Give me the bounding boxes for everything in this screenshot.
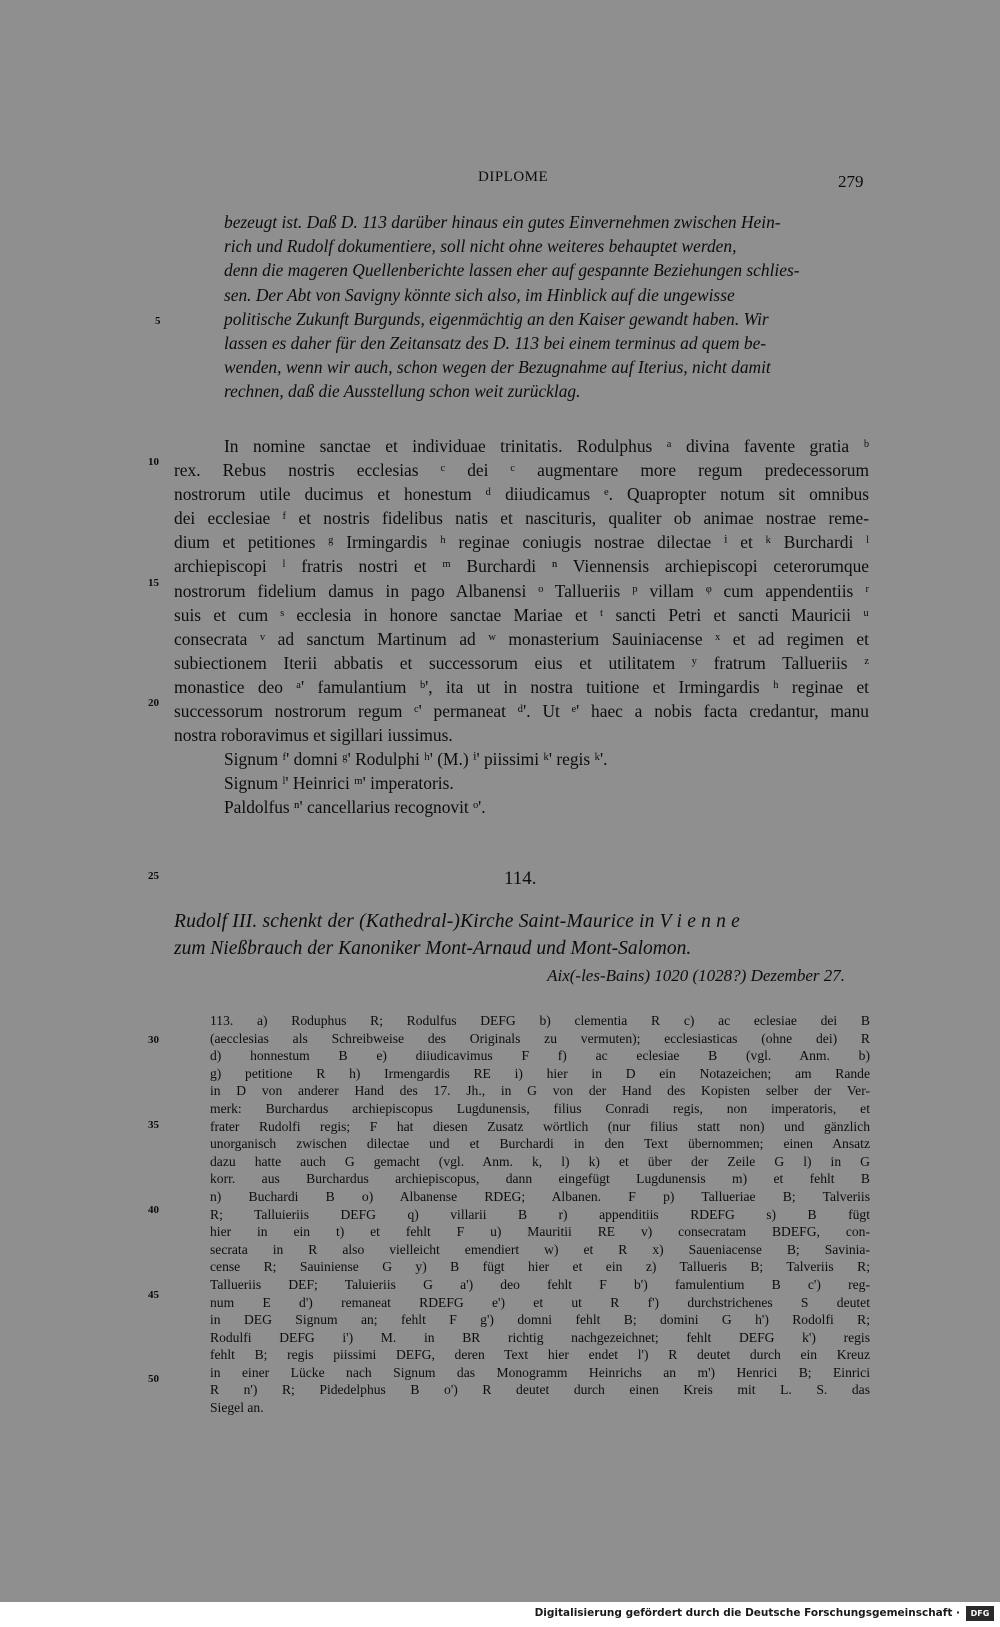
apparatus-line: n) Buchardi B o) Albanense RDEG; Albanen. F p) Tallueriae B; Talveriis	[210, 1188, 870, 1204]
regest-line: Rudolf III. schenkt der (Kathedral-)Kirche Saint-Maurice in V i e n n e	[174, 911, 741, 932]
regest-date: Aix(-les-Bains) 1020 (1028?) Dezember 27.	[547, 966, 845, 985]
line-number: 5	[155, 315, 161, 327]
apparatus-line: fehlt B; regis piissimi DEFG, deren Text hier endet l') R deutet durch ein Kreuz	[210, 1347, 870, 1363]
line-number: 35	[148, 1119, 159, 1131]
apparatus-line: g) petitione R h) Irmengardis RE i) hier in D ein Notazeichen; am Rande	[210, 1065, 870, 1081]
dfg-logo: DFG	[966, 1606, 994, 1621]
funding-notice: Digitalisierung gefördert durch die Deutsche Forschungsgemeinschaft ·	[534, 1607, 960, 1619]
line-number: 15	[148, 577, 159, 589]
charter-line: dium et petitiones ᵍ Irmingardis ʰ reginae coniugis nostrae dilectae ⁱ et ᵏ Burchardi ˡ	[174, 532, 869, 553]
charter-line: dei ecclesiae ᶠ et nostris fidelibus natis et nascituris, qualiter ob animae nostrae reme-	[174, 508, 869, 529]
commentary-line: sen. Der Abt von Savigny könnte sich also, im Hinblick auf die ungewisse	[224, 284, 735, 305]
charter-line: monastice deo ᵃ' famulantium ᵇ', ita ut in nostra tuitione et Irmingardis ʰ reginae et	[174, 676, 869, 697]
line-number: 10	[148, 456, 159, 468]
apparatus-line: in einer Lücke nach Signum das Monogramm Heinrichs an m') Henrici B; Einrici	[210, 1364, 870, 1380]
apparatus-line: num E d') remaneat RDEFG e') et ut R f') durchstrichenes S deutet	[210, 1294, 870, 1310]
apparatus-line: R; Talluieriis DEFG q) villarii B r) appenditiis RDEFG s) B fügt	[210, 1206, 870, 1222]
apparatus-line: in D von anderer Hand des 17. Jh., in G von der Hand des Kopisten selber der Ver-	[210, 1083, 870, 1099]
apparatus-line: korr. aus Burchardus archiepiscopus, dann eingefügt Lugdunensis m) et fehlt B	[210, 1171, 870, 1187]
line-number: 30	[148, 1034, 159, 1046]
charter-line: successorum nostrorum regum ᶜ' permaneat ᵈ'. Ut ᵉ' haec a nobis facta credantur, manu	[174, 701, 869, 722]
commentary-line: politische Zukunft Burgunds, eigenmächtig an den Kaiser gewandt haben. Wir	[224, 308, 769, 329]
footer-bar	[0, 1602, 1000, 1627]
line-number: 40	[148, 1204, 159, 1216]
apparatus-line: merk: Burchardus archiepiscopus Lugdunensis, filius Conradi regis, non imperatoris, et	[210, 1100, 870, 1116]
commentary-paragraph	[224, 210, 870, 404]
line-number: 20	[148, 697, 159, 709]
commentary-line: rich und Rudolf dokumentiere, soll nicht ohne weiteres behauptet werden,	[224, 236, 737, 257]
apparatus-line: Siegel an.	[210, 1400, 264, 1416]
commentary-line: lassen es daher für den Zeitansatz des D. 113 bei einem terminus ad quem be-	[224, 333, 767, 354]
commentary-line: rechnen, daß die Ausstellung schon weit zurücklag.	[224, 381, 581, 402]
commentary-line: bezeugt ist. Daß D. 113 darüber hinaus ein gutes Einvernehmen zwischen Hein-	[224, 212, 781, 232]
apparatus-line: frater Rudolfi regis; F hat diesen Zusatz wörtlich (nur filius statt non) und gänzlich	[210, 1118, 870, 1134]
line-number: 25	[148, 870, 159, 882]
line-number: 45	[148, 1289, 159, 1301]
apparatus-line: d) honnestum B e) diiudicavimus F f) ac eclesiae B (vgl. Anm. b)	[210, 1048, 870, 1064]
apparatus-line: 113. a) Roduphus R; Rodulfus DEFG b) clementia R c) ac eclesiae dei B	[210, 1013, 870, 1028]
running-head: DIPLOME	[478, 169, 549, 185]
recognition-line: Paldolfus ⁿ' cancellarius recognovit ᵒ'.	[224, 797, 486, 818]
apparatus-line: in DEG Signum an; fehlt F g') domni fehlt B; domini G h') Rodolfi R;	[210, 1312, 870, 1328]
charter-line: subiectionem Iterii abbatis et successorum eius et utilitatem ʸ fratrum Tallueriis ᶻ	[174, 652, 869, 673]
critical-apparatus	[210, 1012, 870, 1417]
apparatus-line: (aecclesias als Schreibweise des Originals zu vermuten); ecclesiasticas (ohne dei) R	[210, 1030, 870, 1046]
page-number: 279	[838, 172, 864, 191]
apparatus-line: R n') R; Pidedelphus B o') R deutet durch einen Kreis mit L. S. das	[210, 1382, 870, 1398]
apparatus-line: Rodulfi DEFG i') M. in BR richtig nachgezeichnet; fehlt DEFG k') regis	[210, 1329, 870, 1345]
charter-line: nostrorum fidelium damus in pago Albanensi ᵒ Tallueriis ᵖ villam ᵠ cum appendentiis ʳ	[174, 580, 869, 601]
charter-line: suis et cum ˢ ecclesia in honore sanctae Mariae et ᵗ sancti Petri et sancti Mauricii ᵘ	[174, 604, 869, 625]
apparatus-line: secrata in R also vielleicht emendiert w) et R x) Saueniacense B; Savinia-	[210, 1241, 870, 1257]
apparatus-line: hier in ein t) et fehlt F u) Mauritii RE v) consecratam BDEFG, con-	[210, 1224, 870, 1240]
apparatus-line: cense R; Sauiniense G y) B fügt hier et ein z) Tallueris B; Talveriis R;	[210, 1259, 870, 1275]
line-number: 50	[148, 1373, 159, 1385]
regest-heading	[174, 908, 870, 989]
apparatus-line: Tallueriis DEF; Taluieriis G a') deo fehlt F b') famulentium B c') reg-	[210, 1276, 870, 1292]
signum-line: Signum ᶠ' domni ᵍ' Rodulphi ʰ' (M.) ⁱ' piissimi ᵏ' regis ᵏ'.	[224, 749, 608, 770]
charter-line: nostrorum utile ducimus et honestum ᵈ diiudicamus ᵉ. Quapropter notum sit omnibus	[174, 484, 869, 505]
charter-line: rex. Rebus nostris ecclesias ᶜ dei ᶜ augmentare more regum predecessorum	[174, 460, 869, 481]
commentary-line: wenden, wenn wir auch, schon wegen der Bezugnahme auf Iterius, nicht damit	[224, 357, 771, 378]
apparatus-line: dazu hatte auch G gemacht (vgl. Anm. k, l) k) et über der Zeile G l) in G	[210, 1153, 870, 1169]
charter-text	[174, 434, 869, 820]
commentary-line: denn die mageren Quellenberichte lassen eher auf gespannte Beziehungen schlies-	[224, 260, 800, 281]
charter-line: In nomine sanctae et individuae trinitatis. Rodulphus ᵃ divina favente gratia ᵇ	[224, 436, 869, 456]
document-number: 114.	[504, 868, 537, 889]
regest-line: zum Nießbrauch der Kanoniker Mont-Arnaud und Mont-Salomon.	[174, 938, 692, 959]
charter-line: nostra roboravimus et sigillari iussimus.	[174, 725, 453, 746]
signum-line: Signum ˡ' Heinrici ᵐ' imperatoris.	[224, 773, 454, 794]
apparatus-line: unorganisch zwischen dilectae und et Burchardi in den Text übernommen; einen Ansatz	[210, 1136, 870, 1152]
charter-line: consecrata ᵛ ad sanctum Martinum ad ʷ monasterium Sauiniacense ˣ et ad regimen et	[174, 628, 869, 649]
charter-line: archiepiscopi ˡ fratris nostri et ᵐ Burchardi ⁿ Viennensis archiepiscopi ceterorumque	[174, 556, 869, 577]
